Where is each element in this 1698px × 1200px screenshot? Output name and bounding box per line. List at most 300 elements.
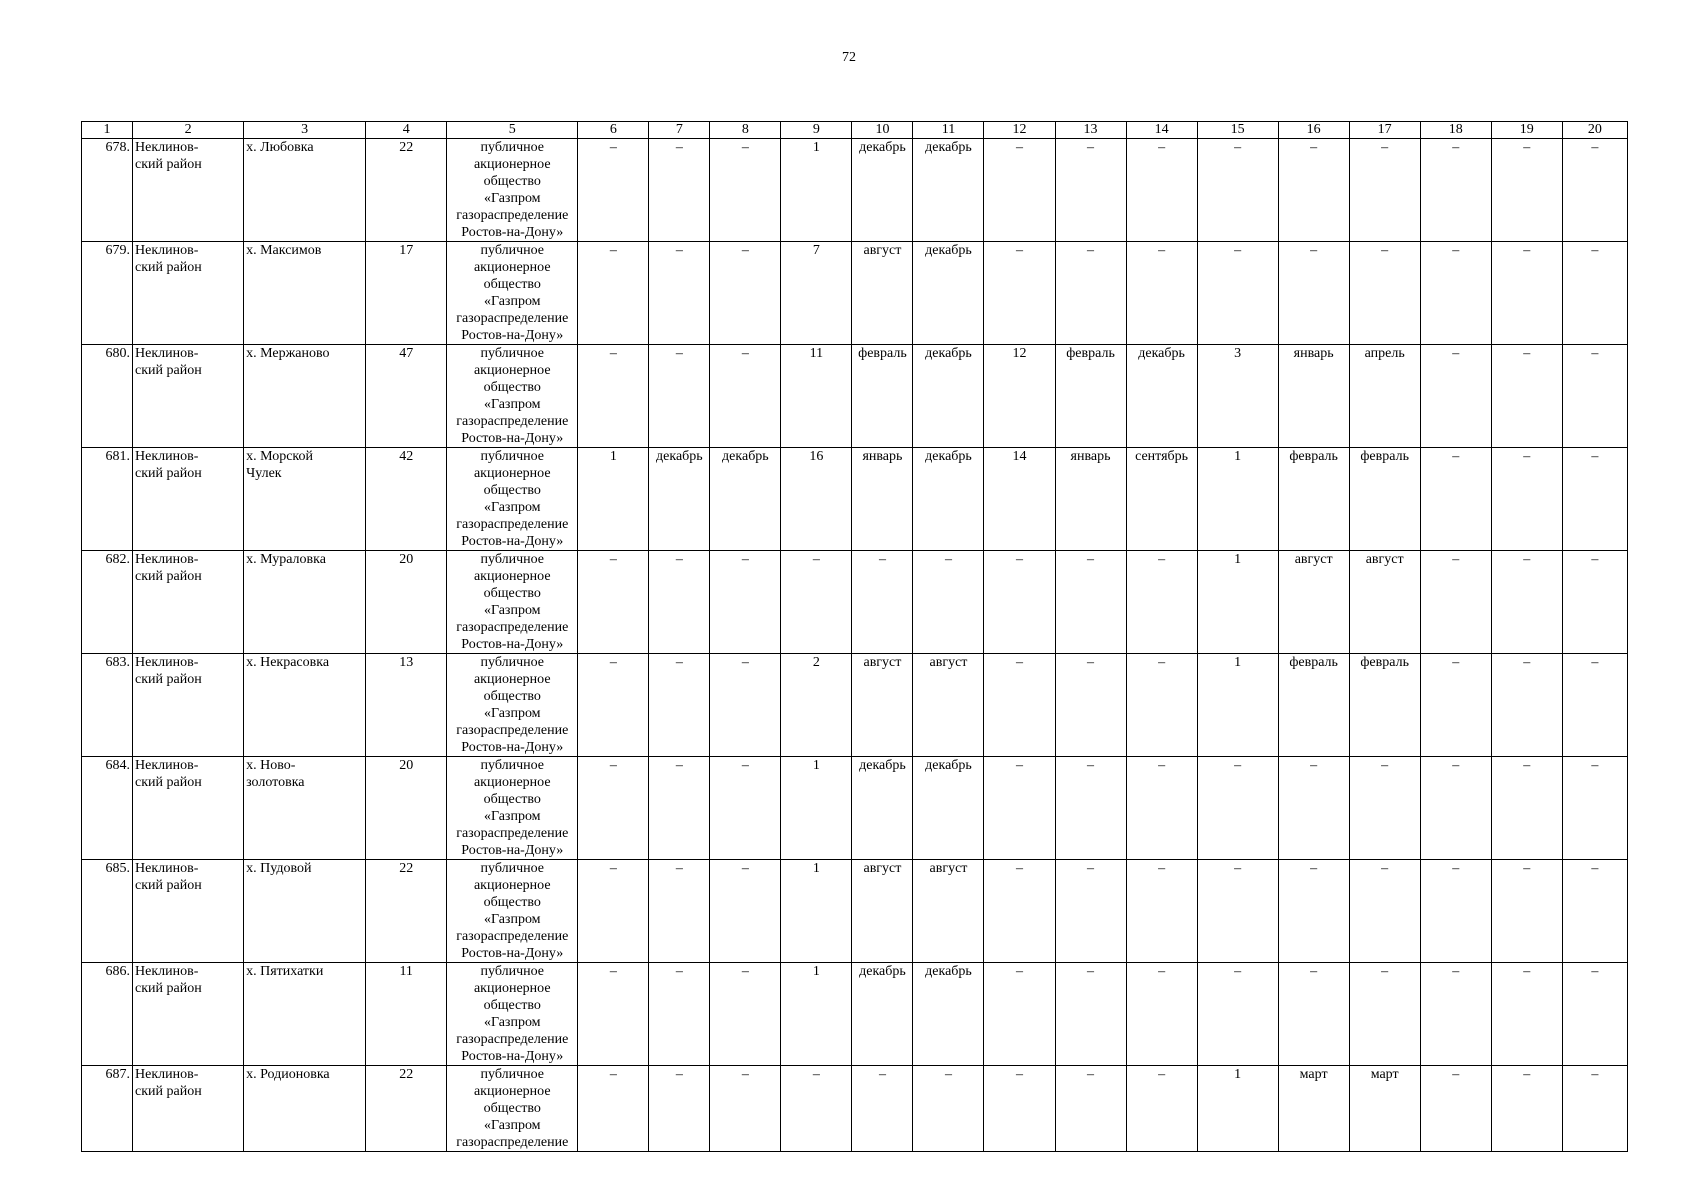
cell-line: публичное	[480, 243, 544, 258]
column-18-cell: –	[1420, 139, 1491, 242]
column-16-cell: февраль	[1278, 448, 1349, 551]
cell-line: акционерное	[473, 569, 551, 584]
column-16-cell: –	[1278, 963, 1349, 1066]
column-20-cell: –	[1562, 860, 1627, 963]
column-11-cell: декабрь	[913, 963, 984, 1066]
cell-line: газораспределение	[456, 414, 569, 429]
column-15-cell: –	[1197, 757, 1278, 860]
column-9-cell: 2	[781, 654, 852, 757]
cell-line: золотовка	[246, 775, 305, 790]
cell-line: «Газпром	[483, 706, 541, 721]
column-19-cell: –	[1491, 860, 1562, 963]
column-13-cell: –	[1055, 860, 1126, 963]
column-19-cell: –	[1491, 963, 1562, 1066]
cell-line: общество	[483, 998, 541, 1013]
column-9-cell: 16	[781, 448, 852, 551]
count-cell: 20	[366, 757, 447, 860]
cell-line: газораспределение	[456, 620, 569, 635]
column-10-cell: август	[852, 242, 913, 345]
column-header: 10	[852, 122, 913, 139]
column-13-cell: январь	[1055, 448, 1126, 551]
cell-line: газораспределение	[456, 311, 569, 326]
column-10-cell: декабрь	[852, 963, 913, 1066]
settlement-cell	[244, 345, 366, 448]
column-15-cell: 1	[1197, 1066, 1278, 1152]
cell-line: Неклинов-	[135, 655, 199, 670]
cell-line: акционерное	[473, 775, 551, 790]
column-11-cell: декабрь	[913, 242, 984, 345]
cell-line: Неклинов-	[135, 449, 199, 464]
organization-cell	[447, 654, 578, 757]
column-6-cell: –	[578, 345, 649, 448]
column-6-cell: –	[578, 654, 649, 757]
count-cell: 47	[366, 345, 447, 448]
settlement-cell	[244, 551, 366, 654]
column-header: 19	[1491, 122, 1562, 139]
column-15-cell: –	[1197, 242, 1278, 345]
settlement-cell	[244, 1066, 366, 1152]
column-14-cell: –	[1126, 757, 1197, 860]
column-10-cell: август	[852, 654, 913, 757]
cell-line: общество	[483, 174, 541, 189]
column-15-cell: –	[1197, 963, 1278, 1066]
column-header: 7	[649, 122, 710, 139]
settlement-cell	[244, 139, 366, 242]
column-8-cell: –	[710, 345, 781, 448]
count-cell: 22	[366, 139, 447, 242]
cell-line: Неклинов-	[135, 140, 199, 155]
column-12-cell: 12	[984, 345, 1055, 448]
cell-line: х. Максимов	[246, 243, 322, 258]
column-17-cell: –	[1349, 757, 1420, 860]
column-8-cell: –	[710, 757, 781, 860]
column-11-cell: декабрь	[913, 448, 984, 551]
table-row	[82, 139, 1628, 242]
column-7-cell: –	[649, 242, 710, 345]
column-14-cell: –	[1126, 1066, 1197, 1152]
district-cell	[133, 654, 244, 757]
column-header: 5	[447, 122, 578, 139]
column-14-cell: сентябрь	[1126, 448, 1197, 551]
count-cell: 11	[366, 963, 447, 1066]
column-13-cell: –	[1055, 1066, 1126, 1152]
cell-line: х. Пятихатки	[246, 964, 324, 979]
cell-line: Чулек	[246, 466, 282, 481]
cell-line: ский район	[135, 569, 202, 584]
column-20-cell: –	[1562, 1066, 1627, 1152]
column-11-cell: декабрь	[913, 345, 984, 448]
column-15-cell: 1	[1197, 448, 1278, 551]
column-6-cell: –	[578, 1066, 649, 1152]
column-19-cell: –	[1491, 757, 1562, 860]
organization-cell	[447, 860, 578, 963]
row-number-cell: 679.	[82, 242, 133, 345]
cell-line: публичное	[480, 758, 544, 773]
column-11-cell: декабрь	[913, 139, 984, 242]
column-13-cell: –	[1055, 963, 1126, 1066]
column-15-cell: –	[1197, 860, 1278, 963]
district-cell	[133, 448, 244, 551]
cell-line: газораспределение	[456, 517, 569, 532]
column-9-cell: 11	[781, 345, 852, 448]
settlement-cell	[244, 860, 366, 963]
cell-line: акционерное	[473, 981, 551, 996]
count-cell: 22	[366, 1066, 447, 1152]
organization-cell	[447, 963, 578, 1066]
column-header: 12	[984, 122, 1055, 139]
column-6-cell: –	[578, 139, 649, 242]
column-16-cell: –	[1278, 757, 1349, 860]
cell-line: публичное	[480, 1067, 544, 1082]
cell-line: акционерное	[473, 1084, 551, 1099]
column-16-cell: февраль	[1278, 654, 1349, 757]
column-9-cell: 1	[781, 139, 852, 242]
column-15-cell: 3	[1197, 345, 1278, 448]
column-9-cell: 1	[781, 860, 852, 963]
column-header: 2	[133, 122, 244, 139]
column-7-cell: –	[649, 1066, 710, 1152]
cell-line: публичное	[480, 655, 544, 670]
cell-line: Неклинов-	[135, 1067, 199, 1082]
table-row	[82, 860, 1628, 963]
column-20-cell: –	[1562, 139, 1627, 242]
table-row	[82, 963, 1628, 1066]
cell-line: акционерное	[473, 672, 551, 687]
organization-cell	[447, 242, 578, 345]
cell-line: х. Любовка	[246, 140, 314, 155]
cell-line: общество	[483, 277, 541, 292]
column-10-cell: декабрь	[852, 757, 913, 860]
column-header: 15	[1197, 122, 1278, 139]
column-13-cell: –	[1055, 242, 1126, 345]
column-7-cell: –	[649, 860, 710, 963]
column-header: 4	[366, 122, 447, 139]
count-cell: 22	[366, 860, 447, 963]
cell-line: акционерное	[473, 260, 551, 275]
cell-line: акционерное	[473, 878, 551, 893]
row-number-cell: 683.	[82, 654, 133, 757]
organization-cell	[447, 757, 578, 860]
table-row	[82, 242, 1628, 345]
district-cell	[133, 345, 244, 448]
column-20-cell: –	[1562, 757, 1627, 860]
cell-line: газораспределение	[456, 826, 569, 841]
column-header: 6	[578, 122, 649, 139]
column-20-cell: –	[1562, 345, 1627, 448]
column-11-cell: декабрь	[913, 757, 984, 860]
column-17-cell: апрель	[1349, 345, 1420, 448]
column-9-cell: –	[781, 1066, 852, 1152]
district-cell	[133, 139, 244, 242]
cell-line: публичное	[480, 449, 544, 464]
column-14-cell: –	[1126, 963, 1197, 1066]
count-cell: 13	[366, 654, 447, 757]
column-header: 20	[1562, 122, 1627, 139]
cell-line: Неклинов-	[135, 552, 199, 567]
table-row	[82, 1066, 1628, 1152]
table-row	[82, 757, 1628, 860]
cell-line: Неклинов-	[135, 861, 199, 876]
column-10-cell: февраль	[852, 345, 913, 448]
column-12-cell: –	[984, 757, 1055, 860]
table-row	[82, 448, 1628, 551]
column-12-cell: –	[984, 860, 1055, 963]
cell-line: «Газпром	[483, 1118, 541, 1133]
organization-cell	[447, 448, 578, 551]
column-header: 3	[244, 122, 366, 139]
cell-line: Ростов-на-Дону»	[461, 1049, 564, 1064]
cell-line: публичное	[480, 140, 544, 155]
column-18-cell: –	[1420, 654, 1491, 757]
cell-line: акционерное	[473, 363, 551, 378]
cell-line: х. Мержаново	[246, 346, 330, 361]
cell-line: Неклинов-	[135, 964, 199, 979]
cell-line: х. Мураловка	[246, 552, 326, 567]
column-19-cell: –	[1491, 654, 1562, 757]
column-8-cell: –	[710, 654, 781, 757]
column-19-cell: –	[1491, 139, 1562, 242]
column-9-cell: –	[781, 551, 852, 654]
column-6-cell: 1	[578, 448, 649, 551]
cell-line: «Газпром	[483, 191, 541, 206]
column-header: 8	[710, 122, 781, 139]
column-19-cell: –	[1491, 551, 1562, 654]
column-11-cell: –	[913, 1066, 984, 1152]
column-10-cell: август	[852, 860, 913, 963]
district-cell	[133, 757, 244, 860]
column-header: 17	[1349, 122, 1420, 139]
column-16-cell: январь	[1278, 345, 1349, 448]
table-row	[82, 654, 1628, 757]
cell-line: х. Морской	[246, 449, 313, 464]
column-18-cell: –	[1420, 963, 1491, 1066]
cell-line: Ростов-на-Дону»	[461, 534, 564, 549]
cell-line: Неклинов-	[135, 346, 199, 361]
column-13-cell: –	[1055, 654, 1126, 757]
cell-line: общество	[483, 380, 541, 395]
column-19-cell: –	[1491, 1066, 1562, 1152]
cell-line: газораспределение	[456, 1032, 569, 1047]
column-8-cell: декабрь	[710, 448, 781, 551]
column-7-cell: –	[649, 963, 710, 1066]
column-17-cell: март	[1349, 1066, 1420, 1152]
column-16-cell: –	[1278, 242, 1349, 345]
row-number-cell: 681.	[82, 448, 133, 551]
column-header: 9	[781, 122, 852, 139]
column-15-cell: 1	[1197, 551, 1278, 654]
cell-line: общество	[483, 483, 541, 498]
column-18-cell: –	[1420, 551, 1491, 654]
column-20-cell: –	[1562, 551, 1627, 654]
column-number-header	[82, 122, 1628, 139]
column-14-cell: декабрь	[1126, 345, 1197, 448]
cell-line: «Газпром	[483, 500, 541, 515]
column-18-cell: –	[1420, 1066, 1491, 1152]
column-18-cell: –	[1420, 345, 1491, 448]
column-9-cell: 7	[781, 242, 852, 345]
column-18-cell: –	[1420, 757, 1491, 860]
column-12-cell: 14	[984, 448, 1055, 551]
cell-line: Ростов-на-Дону»	[461, 225, 564, 240]
cell-line: ский район	[135, 157, 202, 172]
organization-cell	[447, 345, 578, 448]
column-16-cell: март	[1278, 1066, 1349, 1152]
column-header: 13	[1055, 122, 1126, 139]
settlement-cell	[244, 963, 366, 1066]
district-cell	[133, 242, 244, 345]
column-17-cell: февраль	[1349, 448, 1420, 551]
cell-line: х. Родионовка	[246, 1067, 330, 1082]
column-9-cell: 1	[781, 963, 852, 1066]
cell-line: газораспределение	[456, 1135, 569, 1150]
column-17-cell: –	[1349, 963, 1420, 1066]
column-header: 1	[82, 122, 133, 139]
column-6-cell: –	[578, 551, 649, 654]
cell-line: публичное	[480, 346, 544, 361]
cell-line: «Газпром	[483, 397, 541, 412]
column-8-cell: –	[710, 551, 781, 654]
cell-line: общество	[483, 1101, 541, 1116]
column-14-cell: –	[1126, 242, 1197, 345]
column-7-cell: декабрь	[649, 448, 710, 551]
column-6-cell: –	[578, 242, 649, 345]
column-8-cell: –	[710, 139, 781, 242]
column-11-cell: август	[913, 860, 984, 963]
cell-line: ский район	[135, 672, 202, 687]
cell-line: Ростов-на-Дону»	[461, 946, 564, 961]
column-9-cell: 1	[781, 757, 852, 860]
count-cell: 17	[366, 242, 447, 345]
cell-line: Ростов-на-Дону»	[461, 637, 564, 652]
cell-line: публичное	[480, 861, 544, 876]
column-header: 14	[1126, 122, 1197, 139]
column-11-cell: –	[913, 551, 984, 654]
column-15-cell: 1	[1197, 654, 1278, 757]
row-number-cell: 680.	[82, 345, 133, 448]
column-7-cell: –	[649, 551, 710, 654]
column-8-cell: –	[710, 242, 781, 345]
cell-line: «Газпром	[483, 912, 541, 927]
column-header: 11	[913, 122, 984, 139]
row-number-cell: 687.	[82, 1066, 133, 1152]
cell-line: ский район	[135, 1084, 202, 1099]
settlement-cell	[244, 757, 366, 860]
cell-line: ский район	[135, 878, 202, 893]
cell-line: общество	[483, 895, 541, 910]
column-13-cell: –	[1055, 139, 1126, 242]
cell-line: общество	[483, 586, 541, 601]
count-cell: 42	[366, 448, 447, 551]
row-number-cell: 682.	[82, 551, 133, 654]
column-18-cell: –	[1420, 860, 1491, 963]
column-7-cell: –	[649, 139, 710, 242]
district-cell	[133, 1066, 244, 1152]
column-10-cell: –	[852, 1066, 913, 1152]
column-6-cell: –	[578, 860, 649, 963]
district-cell	[133, 963, 244, 1066]
row-number-cell: 686.	[82, 963, 133, 1066]
count-cell: 20	[366, 551, 447, 654]
page-number: 72	[842, 50, 856, 65]
column-16-cell: –	[1278, 139, 1349, 242]
gasification-schedule-table	[81, 121, 1628, 1152]
cell-line: Неклинов-	[135, 758, 199, 773]
row-number-cell: 678.	[82, 139, 133, 242]
row-number-cell: 685.	[82, 860, 133, 963]
cell-line: ский район	[135, 363, 202, 378]
cell-line: «Газпром	[483, 603, 541, 618]
table-row	[82, 345, 1628, 448]
column-10-cell: –	[852, 551, 913, 654]
column-13-cell: –	[1055, 551, 1126, 654]
column-7-cell: –	[649, 757, 710, 860]
settlement-cell	[244, 242, 366, 345]
column-16-cell: –	[1278, 860, 1349, 963]
column-18-cell: –	[1420, 448, 1491, 551]
column-20-cell: –	[1562, 963, 1627, 1066]
cell-line: х. Ново-	[246, 758, 296, 773]
column-12-cell: –	[984, 963, 1055, 1066]
row-number-cell: 684.	[82, 757, 133, 860]
column-17-cell: –	[1349, 860, 1420, 963]
column-8-cell: –	[710, 1066, 781, 1152]
column-20-cell: –	[1562, 654, 1627, 757]
column-11-cell: август	[913, 654, 984, 757]
column-18-cell: –	[1420, 242, 1491, 345]
column-20-cell: –	[1562, 448, 1627, 551]
cell-line: публичное	[480, 964, 544, 979]
cell-line: публичное	[480, 552, 544, 567]
cell-line: акционерное	[473, 157, 551, 172]
column-header: 18	[1420, 122, 1491, 139]
cell-line: акционерное	[473, 466, 551, 481]
column-19-cell: –	[1491, 345, 1562, 448]
column-19-cell: –	[1491, 448, 1562, 551]
column-12-cell: –	[984, 242, 1055, 345]
cell-line: ский район	[135, 466, 202, 481]
cell-line: Неклинов-	[135, 243, 199, 258]
column-15-cell: –	[1197, 139, 1278, 242]
cell-line: Ростов-на-Дону»	[461, 328, 564, 343]
cell-line: газораспределение	[456, 929, 569, 944]
cell-line: Ростов-на-Дону»	[461, 740, 564, 755]
column-6-cell: –	[578, 757, 649, 860]
column-10-cell: декабрь	[852, 139, 913, 242]
cell-line: х. Некрасовка	[246, 655, 330, 670]
cell-line: газораспределение	[456, 208, 569, 223]
cell-line: ский район	[135, 981, 202, 996]
cell-line: ский район	[135, 775, 202, 790]
cell-line: ский район	[135, 260, 202, 275]
district-cell	[133, 551, 244, 654]
column-12-cell: –	[984, 551, 1055, 654]
column-14-cell: –	[1126, 654, 1197, 757]
column-13-cell: февраль	[1055, 345, 1126, 448]
column-19-cell: –	[1491, 242, 1562, 345]
column-17-cell: –	[1349, 242, 1420, 345]
column-10-cell: январь	[852, 448, 913, 551]
column-12-cell: –	[984, 654, 1055, 757]
column-7-cell: –	[649, 654, 710, 757]
column-17-cell: февраль	[1349, 654, 1420, 757]
cell-line: «Газпром	[483, 809, 541, 824]
cell-line: «Газпром	[483, 294, 541, 309]
cell-line: «Газпром	[483, 1015, 541, 1030]
settlement-cell	[244, 654, 366, 757]
cell-line: х. Пудовой	[246, 861, 312, 876]
column-17-cell: –	[1349, 139, 1420, 242]
organization-cell	[447, 1066, 578, 1152]
